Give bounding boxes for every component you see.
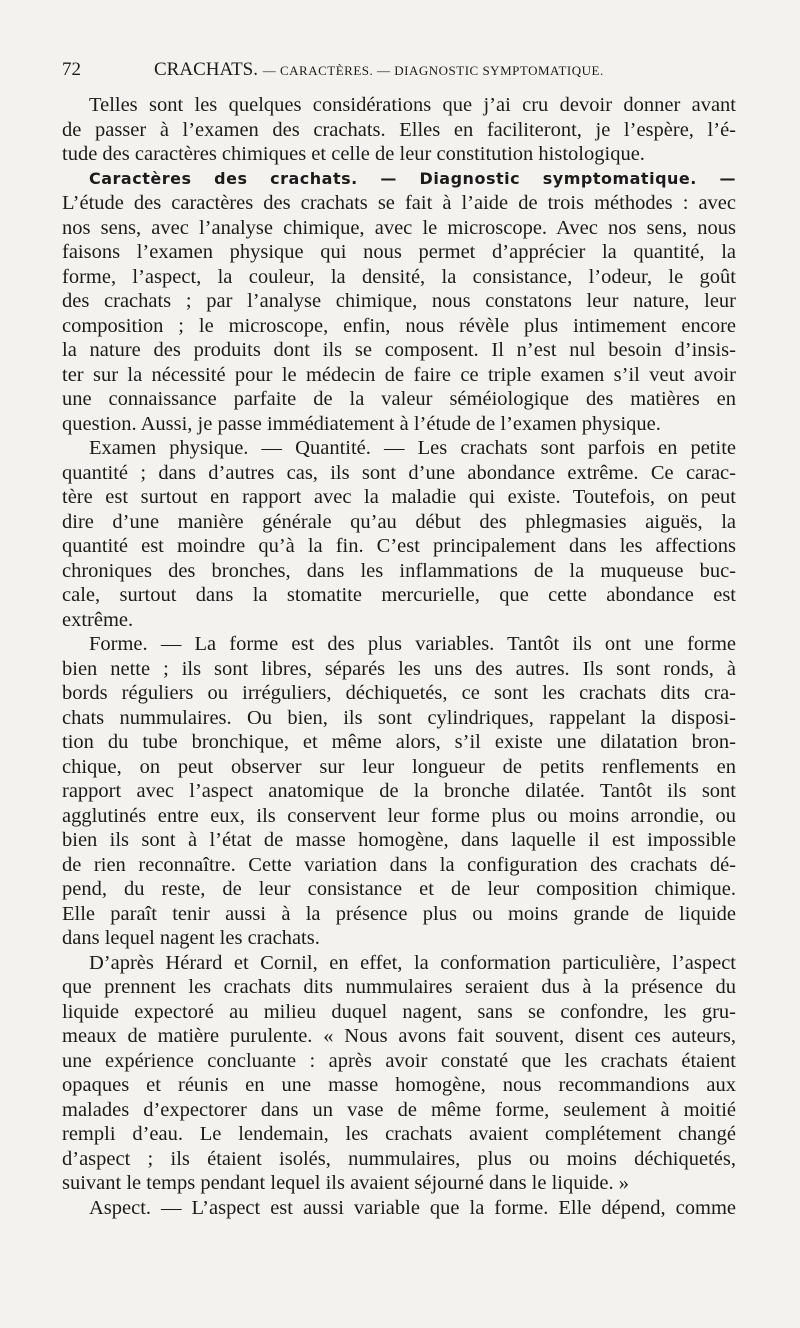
- text-line: la nature des produits dont ils se composent. Il n’est nul besoin d’insis-: [62, 339, 736, 361]
- text-line: composition ; le microscope, enfin, nous révèle plus intimement encore: [62, 314, 736, 337]
- text-line: tude des caractères chimiques et celle de leur constitution histologique.: [62, 143, 645, 165]
- text-line: meaux de matière purulente. « Nous avons fait souvent, disent ces auteurs,: [62, 1025, 736, 1047]
- text-line: tère est surtout en rapport avec la maladie qui existe. Toutefois, on peut: [62, 486, 736, 508]
- text-line: une connaissance parfaite de la valeur séméiologique des matières en: [62, 388, 736, 410]
- text-line: suivant le temps pendant lequel ils avaient séjourné dans le liquide. »: [62, 1172, 630, 1194]
- running-title: CRACHATS.: [154, 59, 258, 80]
- subsection-line: Examen physique. — Quantité. — Les crachats sont parfois en petite: [89, 437, 736, 459]
- text-line: cale, surtout dans la stomatite mercurielle, que cette abondance est: [62, 584, 736, 606]
- text-line: bords réguliers ou irréguliers, déchiquetés, ce sont les crachats dits cra-: [62, 682, 736, 704]
- text-line: bien nette ; ils sont libres, séparés les uns des autres. Ils sont ronds, à: [62, 657, 736, 680]
- text-line: chroniques des bronches, dans les inflammations de la muqueuse buc-: [62, 559, 736, 582]
- text-line: des crachats ; par l’analyse chimique, nous constatons leur nature, leur: [62, 290, 736, 312]
- text-line: quantité est moindre qu’à la fin. C’est principalement dans les affections: [62, 535, 736, 557]
- text-line: liquide expectoré au milieu duquel nagent, sans se confondre, les gru-: [62, 1000, 736, 1023]
- text-line: malades d’expectorer dans un vase de même forme, seulement à moitié: [62, 1098, 736, 1121]
- text-line: Telles sont les quelques considérations que j’ai cru devoir donner avant: [89, 94, 736, 116]
- text-line: nos sens, avec l’analyse chimique, avec le microscope. Avec nos sens, nous: [62, 216, 736, 239]
- text-line: dire d’une manière générale qu’au début des phlegmasies aiguës, la: [62, 510, 736, 533]
- text-line: que prennent les crachats dits nummulaires seraient dus à la présence du: [62, 976, 736, 998]
- page-number: 72: [62, 59, 81, 80]
- text-line: question. Aussi, je passe immédiatement à l’étude de l’examen physique.: [62, 412, 661, 435]
- text-line: opaques et réunis en une masse homogène, nous recommandions aux: [62, 1074, 736, 1096]
- text-line: forme, l’aspect, la couleur, la densité, la consistance, l’odeur, le goût: [62, 265, 736, 288]
- text-line: bien ils sont à l’état de masse homogène, dans laquelle il est impossible: [62, 829, 736, 851]
- running-header: [62, 58, 742, 83]
- text-line: une expérience concluante : après avoir constaté que les crachats étaient: [62, 1049, 736, 1072]
- text-line: Elle paraît tenir aussi à la présence plus ou moins grande de liquide: [62, 902, 736, 925]
- text-line: dans lequel nagent les crachats.: [62, 927, 320, 949]
- text-line: tion du tube bronchique, et même alors, s’il existe une dilatation bron-: [62, 731, 736, 753]
- text-line: quantité ; dans d’autres cas, ils sont d’une abondance extrême. Ce carac-: [62, 461, 736, 484]
- text-line: D’après Hérard et Cornil, en effet, la conformation particulière, l’aspect: [89, 951, 736, 974]
- text-line: de passer à l’examen des crachats. Elles en faciliteront, je l’espère, l’é-: [62, 118, 736, 141]
- text-line: chique, on peut observer sur leur longueur de petits renflements en: [62, 755, 736, 778]
- running-subtitle: — CARACTÈRES. — DIAGNOSTIC SYMPTOMATIQUE.: [262, 63, 604, 78]
- text-line: extrême.: [62, 608, 134, 631]
- text-line: ter sur la nécessité pour le médecin de faire ce triple examen s’il veut avoir: [62, 363, 736, 386]
- text-line: chats nummulaires. Ou bien, ils sont cylindriques, rappelant la disposi-: [62, 706, 736, 729]
- text-line: rempli d’eau. Le lendemain, les crachats avaient complétement changé: [62, 1123, 736, 1145]
- subsection-line: Forme. — La forme est des plus variables. Tantôt ils ont une forme: [89, 633, 736, 655]
- subsection-line: Aspect. — L’aspect est aussi variable que la forme. Elle dépend, comme: [89, 1196, 736, 1219]
- text-line: L’étude des caractères des crachats se fait à l’aide de trois méthodes : avec: [62, 192, 736, 214]
- text-line: pend, du reste, de leur consistance et de leur composition chimique.: [62, 878, 736, 900]
- text-line: agglutinés entre eux, ils conservent leur forme plus ou moins arrondie, ou: [62, 804, 736, 827]
- text-line: rapport avec l’aspect anatomique de la bronche dilatée. Tantôt ils sont: [62, 780, 736, 802]
- text-line: de rien reconnaître. Cette variation dans la configuration des crachats dé-: [62, 853, 736, 876]
- text-line: faisons l’examen physique qui nous permet d’apprécier la quantité, la: [62, 241, 736, 263]
- body-text: [62, 93, 736, 1220]
- section-heading: Caractères des crachats. — Diagnostic symptomatique. —: [89, 168, 736, 188]
- text-line: d’aspect ; ils étaient isolés, nummulaires, plus ou moins déchiquetés,: [62, 1147, 736, 1170]
